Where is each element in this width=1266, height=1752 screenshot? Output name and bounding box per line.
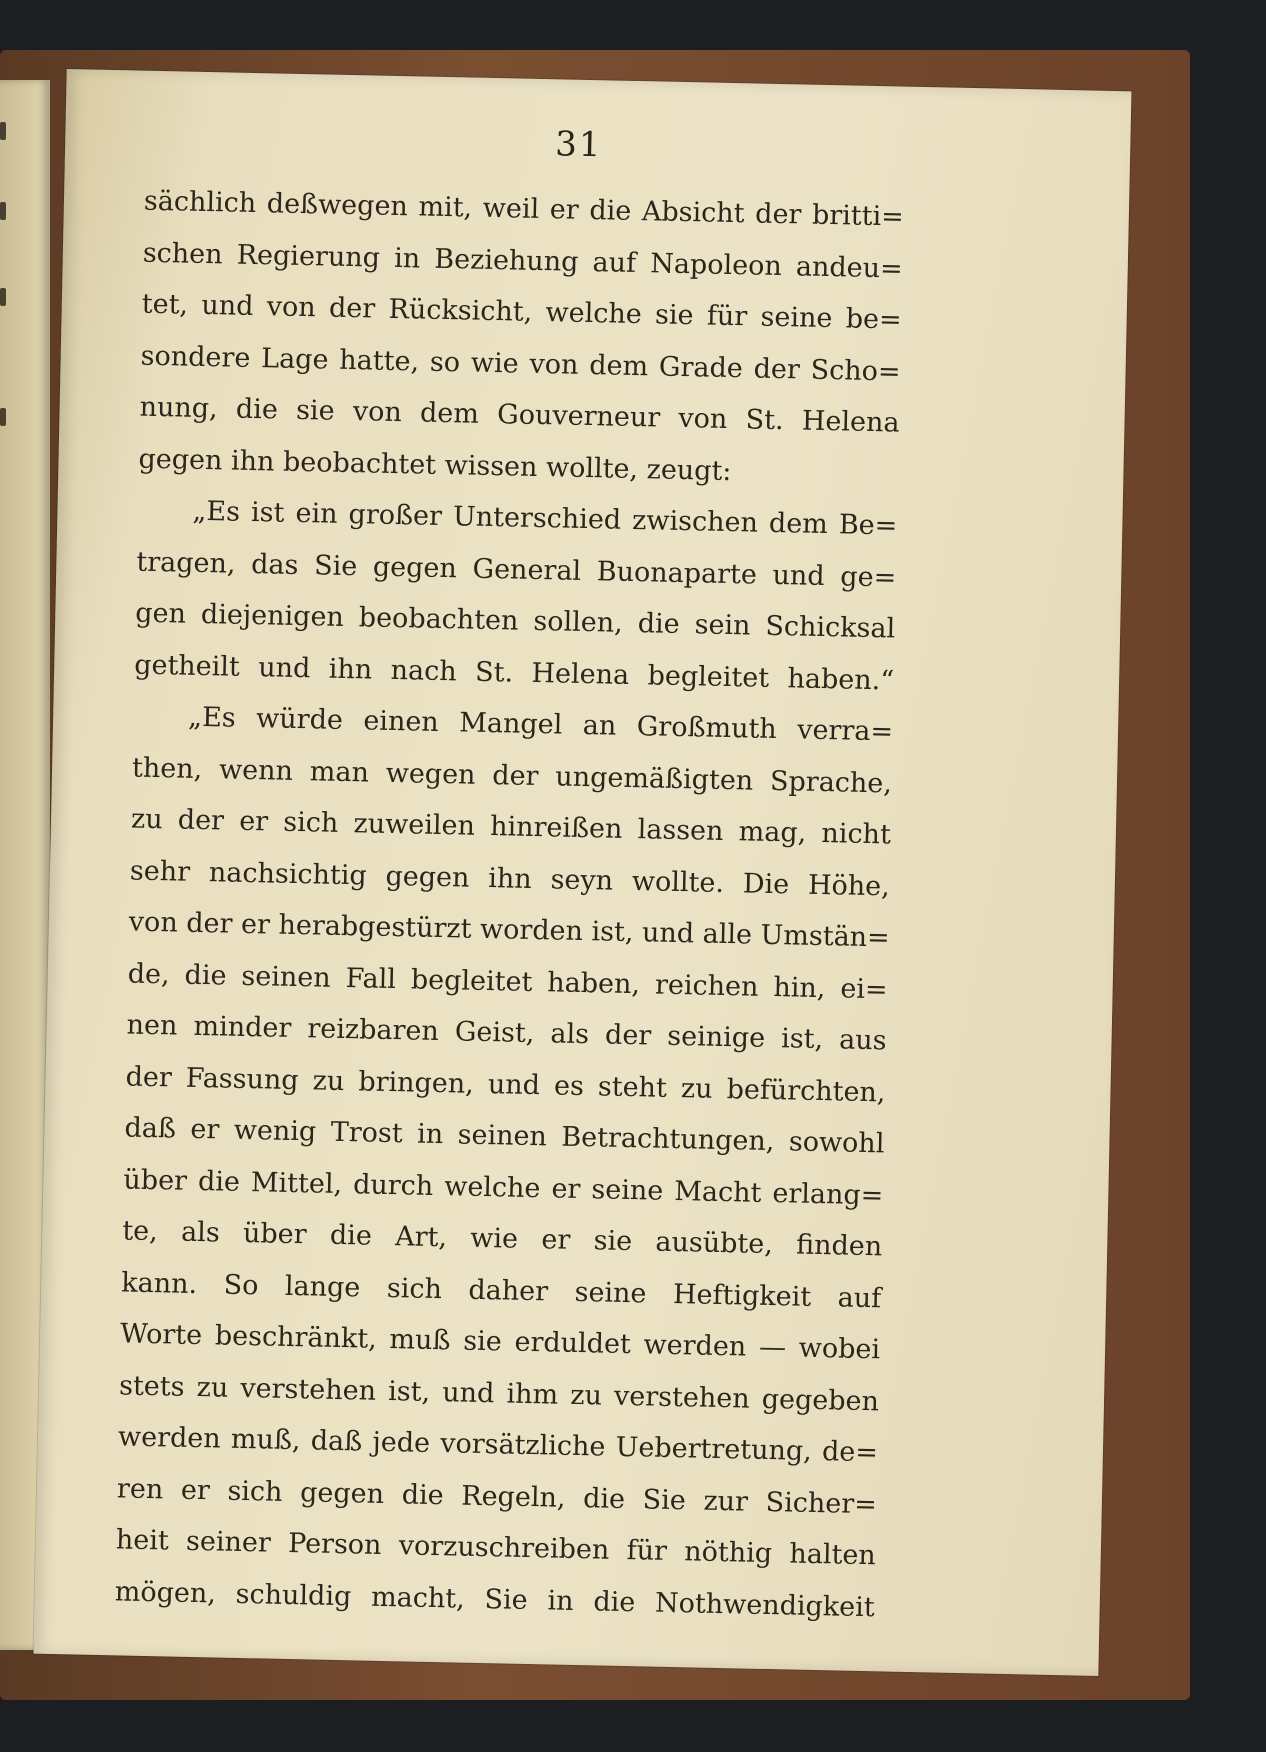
text-line: über die Mittel, durch welche er seine Macht erlang= (123, 1163, 884, 1211)
text-line: then, wenn man wegen der ungemäßigten Sprache, (131, 752, 893, 799)
text-line: von der er herabgestürzt worden ist, und alle Umstän= (128, 906, 891, 954)
text-line: stets zu verstehen ist, und ihm zu verstehen gegeben (118, 1369, 880, 1417)
facing-page-glyph (0, 408, 6, 426)
text-line: mögen, schuldig macht, Sie in die Nothwendigkeit (114, 1575, 876, 1623)
text-line: nung, die sie von dem Gouverneur von St. Helena (139, 391, 900, 439)
page-number: 31 (554, 124, 603, 166)
text-line: „Es würde einen Mangel an Großmuth verra= (187, 701, 894, 748)
text-line: schen Regierung in Beziehung auf Napoleon andeu= (142, 237, 904, 285)
text-line: heit seiner Person vorzuschreiben für nöthig halten (115, 1524, 877, 1572)
text-line: tragen, das Sie gegen General Buonaparte und ge= (136, 546, 897, 594)
text-line: ren er sich gegen die Regeln, die Sie zur Sicher= (116, 1472, 878, 1520)
text-line: de, die seinen Fall begleitet haben, reichen hin, ei= (127, 958, 888, 1005)
page-body (114, 176, 904, 1634)
text-line: sächlich deßwegen mit, weil er die Absicht der britti= (143, 185, 905, 233)
facing-page-glyph (0, 122, 6, 140)
text-line: te, als über die Art, wie er sie ausübte, finden (122, 1215, 883, 1263)
text-line: nen minder reizbaren Geist, als der seinige ist, aus (126, 1009, 887, 1057)
text-line: sondere Lage hatte, so wie von dem Grade der Scho= (140, 340, 901, 388)
text-line: „Es ist ein großer Unterschied zwischen dem Be= (192, 495, 898, 542)
text-line: getheilt und ihn nach St. Helena begleitet haben.“ (133, 649, 895, 696)
text-line: der Fassung zu bringen, und es steht zu befürchten, (125, 1060, 886, 1108)
text-line: gen diejenigen beobachten sollen, die sein Schicksal (135, 597, 896, 645)
text-line: sehr nachsichtig gegen ihn seyn wollte. Die Höhe, (129, 855, 891, 902)
text-line: tet, und von der Rücksicht, welche sie für seine be= (141, 288, 902, 336)
facing-page-glyph (0, 288, 6, 306)
facing-page-glyph (0, 202, 6, 220)
text-line: kann. So lange sich daher seine Heftigkeit auf (120, 1266, 882, 1314)
text-line: daß er wenig Trost in seinen Betrachtungen, sowohl (124, 1112, 885, 1160)
text-line: zu der er sich zuweilen hinreißen lassen mag, nicht (130, 803, 892, 851)
text-line: Worte beschränkt, muß sie erduldet werden — wobei (119, 1318, 881, 1366)
text-line: werden muß, daß jede vorsätzliche Uebertretung, de= (117, 1421, 879, 1469)
book-page (34, 69, 1132, 1676)
text-line: gegen ihn beobachtet wissen wollte, zeugt: (138, 443, 732, 487)
